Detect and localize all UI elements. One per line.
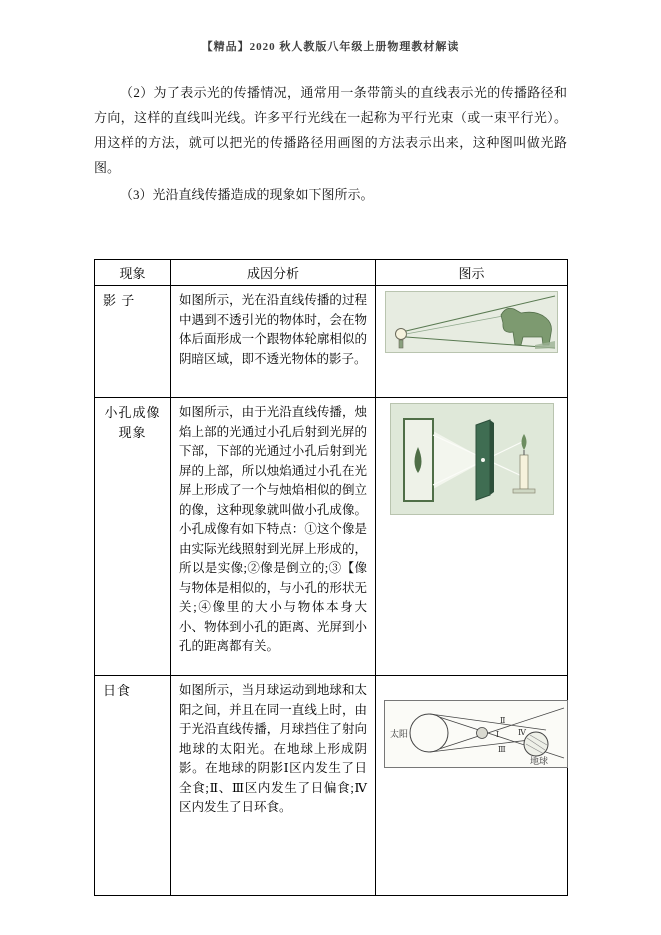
earth-label: 地球 [530, 756, 549, 766]
paragraph-phenomena-intro: （3）光沿直线传播造成的现象如下图所示。 [120, 187, 374, 202]
eclipse-diagram-image [384, 700, 568, 768]
table-row-shadow [95, 286, 568, 398]
phenomenon-shadow-label: 影 子 [95, 286, 171, 398]
shadow-diagram-image [385, 291, 558, 353]
pinhole-board-shape [476, 420, 494, 500]
phenomena-table [94, 259, 568, 896]
pinhole-illustration-cell [376, 398, 568, 676]
moon-shape [477, 728, 488, 739]
table-header-row [95, 260, 568, 286]
col-header-phenomenon: 现象 [95, 260, 171, 286]
paragraph-light-ray: （2）为了表示光的传播情况，通常用一条带箭头的直线表示光的传播路径和方向，这样的直线叫光线。许多平行光线在一起称为平行光束（或一束平行光）。用这样的方法，就可以把光的传播路径用画图的方法表示出来，这种图叫做光路图。 [94, 85, 567, 175]
screen-shape [404, 419, 433, 501]
eclipse-analysis-text: 如图所示，当月球运动到地球和太阳之间，并且在同一直线上时，由于光沿直线传播，月球挡住了射向地球的太阳光。在地球上形成阴影。在地球的阴影Ⅰ区内发生了日全食;Ⅱ、Ⅲ区内发生了日偏食;Ⅳ区内发生了日环食。 [171, 676, 376, 896]
col-header-illustration: 图示 [376, 260, 568, 286]
region-2-label: Ⅱ [500, 716, 506, 725]
region-1-label: Ⅰ [496, 730, 500, 739]
sun-label: 太阳 [390, 729, 409, 739]
eclipse-illustration-cell [376, 676, 568, 896]
phenomenon-eclipse-label: 日食 [95, 676, 171, 896]
table-row-eclipse [95, 676, 568, 896]
shadow-analysis-text: 如图所示，光在沿直线传播的过程中遇到不透引光的物体时，会在物体后面形成一个跟物体轮廓相似的阴暗区域，即不透光物体的影子。 [171, 286, 376, 398]
col-header-analysis: 成因分析 [171, 260, 376, 286]
region-3-label: Ⅲ [498, 745, 506, 754]
pinhole-diagram-image [390, 403, 554, 515]
phenomenon-pinhole-label: 小孔成像现象 [95, 398, 171, 676]
shadow-illustration-cell [376, 286, 568, 398]
page-content [94, 80, 567, 896]
sun-shape [410, 714, 448, 752]
pinhole-analysis-text: 如图所示，由于光沿直线传播，烛焰上部的光通过小孔后射到光屏的下部，下部的光通过小孔后射到光屏的上部，所以烛焰通过小孔在光屏上形成了一个与烛焰相似的倒立的像，这种现象就叫做小孔成像。小孔成像有如下特点：①这个像是由实际光线照射到光屏上形成的，所以是实像;②像是倒立的;③【像与物体是相似的，与小孔的形状无关;④像里的大小与物体本身大小、物体到小孔的距离、光屏到小孔的距离都有关。 [171, 398, 376, 676]
earth-shape [524, 732, 548, 756]
region-4-label: Ⅳ [518, 728, 526, 737]
page-header: 【精品】2020 秋人教版八年级上册物理教材解读 [201, 41, 460, 53]
table-row-pinhole [95, 398, 568, 676]
